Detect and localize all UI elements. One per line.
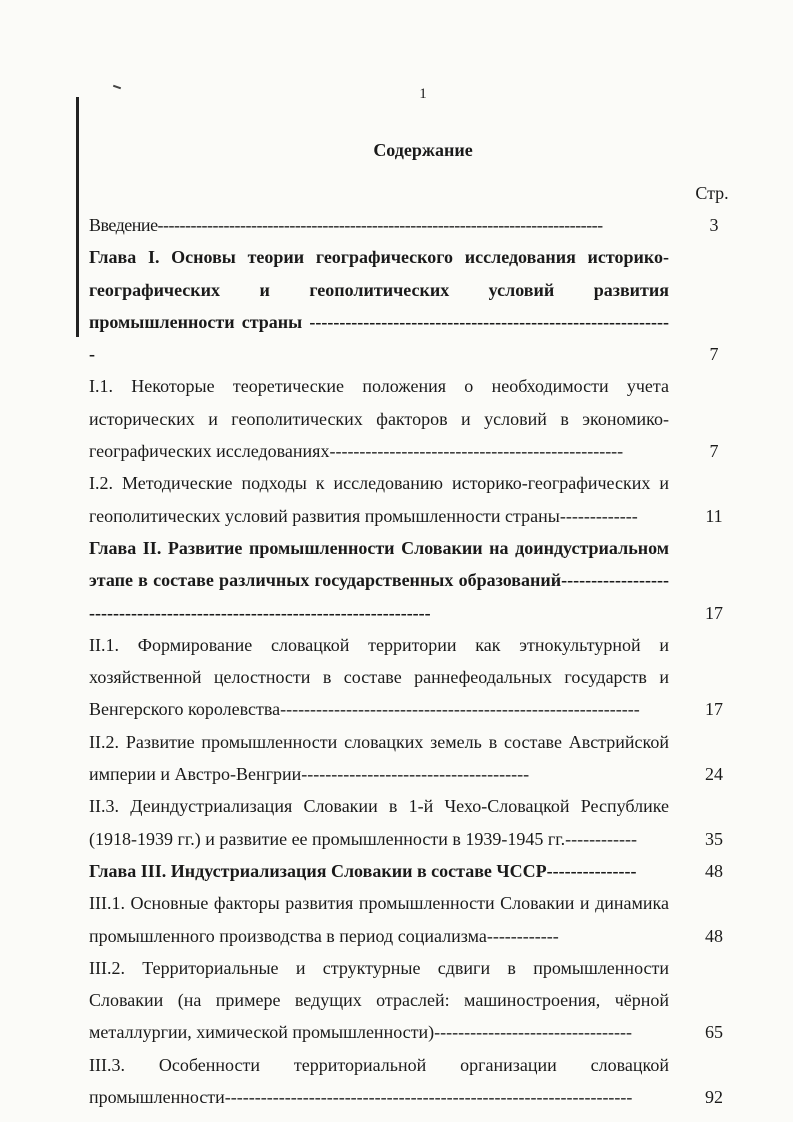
toc-entry-title: Глава I. Основы теории географического исследования историко-географических и геополитических условий развития промышленности страны ------------------------------------------------------------- — [89, 247, 669, 365]
toc-entry-chapter-3 — [89, 855, 744, 887]
toc-entry-title: II.3. Деиндустриализация Словакии в 1-й Чехо-Словацкой Республике (1918-1939 гг.) и развитие ее промышленности в 1939-1945 гг.------------ — [89, 796, 669, 849]
toc-entry-page: 17 — [705, 602, 723, 623]
toc-entry-section-1-1 — [89, 370, 744, 467]
toc-entry-page: 24 — [705, 764, 723, 785]
toc-entry-introduction — [89, 209, 744, 241]
toc-entry-title: Глава III. Индустриализация Словакии в составе ЧССР--------------- — [89, 860, 637, 881]
toc-entry-page: 48 — [705, 860, 723, 881]
toc-entry-title: II.2. Развитие промышленности словацких земель в составе Австрийской империи и Австро-Венгрии-------------------------------------- — [89, 731, 669, 785]
toc-entry-section-1-2 — [89, 467, 744, 532]
toc-entry-page: 35 — [705, 828, 723, 849]
page-column-label: Стр. — [695, 183, 729, 203]
toc-entry-title: II.1. Формирование словацкой территории как этнокультурной и хозяйственной целостности в составе раннефеодальных государств и Венгерского королевства------------------------------------------------------------ — [89, 634, 669, 720]
toc-entry-chapter-1 — [89, 241, 744, 370]
toc-heading: Содержание — [373, 140, 473, 160]
toc-entry-page: 3 — [709, 215, 719, 235]
page-number: 1 — [419, 86, 427, 102]
toc-entry-page: 17 — [705, 699, 723, 720]
toc-entry-section-3-1 — [89, 887, 744, 952]
toc-entry-chapter-2 — [89, 532, 744, 629]
toc-entry-title: III.3. Особенности территориальной организации словацкой промышленности-------------------------------------------------------------------- — [89, 1054, 669, 1108]
toc-entry-page: 7 — [709, 441, 719, 462]
toc-entry-title: I.2. Методические подходы к исследованию историко-географических и геополитических условий развития промышленности страны------------- — [89, 473, 669, 526]
toc-entry-section-2-2 — [89, 726, 744, 791]
toc-entry-page: 65 — [705, 1022, 723, 1043]
toc-entry-page: 7 — [709, 344, 719, 365]
toc-entry-title: I.1. Некоторые теоретические положения о необходимости учета исторических и геополитических факторов и условий в экономико-географических исследованиях------------------------------------------------- — [89, 376, 669, 462]
toc-entry-section-3-2 — [89, 952, 744, 1049]
toc-entry-page: 92 — [705, 1087, 723, 1108]
toc-entry-title: Глава II. Развитие промышленности Словакии на доиндустриальном этапе в составе различных государственных образований--------------------------------------------------------------------------- — [89, 537, 669, 623]
toc-entry-title: III.1. Основные факторы развития промышленности Словакии и динамика промышленного производства в период социализма------------ — [89, 893, 669, 946]
toc-entry-title: Введение--------------------------------------------------------------------------------- — [89, 215, 603, 235]
margin-line — [76, 97, 79, 337]
toc-entry-section-3-3 — [89, 1049, 744, 1114]
toc-entry-section-2-1 — [89, 629, 744, 726]
toc-entry-page: 11 — [705, 505, 723, 526]
toc-entry-page: 48 — [705, 925, 723, 946]
table-of-contents — [89, 209, 744, 1113]
toc-entry-title: III.2. Территориальные и структурные сдвиги в промышленности Словакии (на примере ведущих отраслей: машиностроения, чёрной металлургии, химической промышленности)--------------------------------- — [89, 957, 669, 1043]
toc-entry-section-2-3 — [89, 790, 744, 855]
